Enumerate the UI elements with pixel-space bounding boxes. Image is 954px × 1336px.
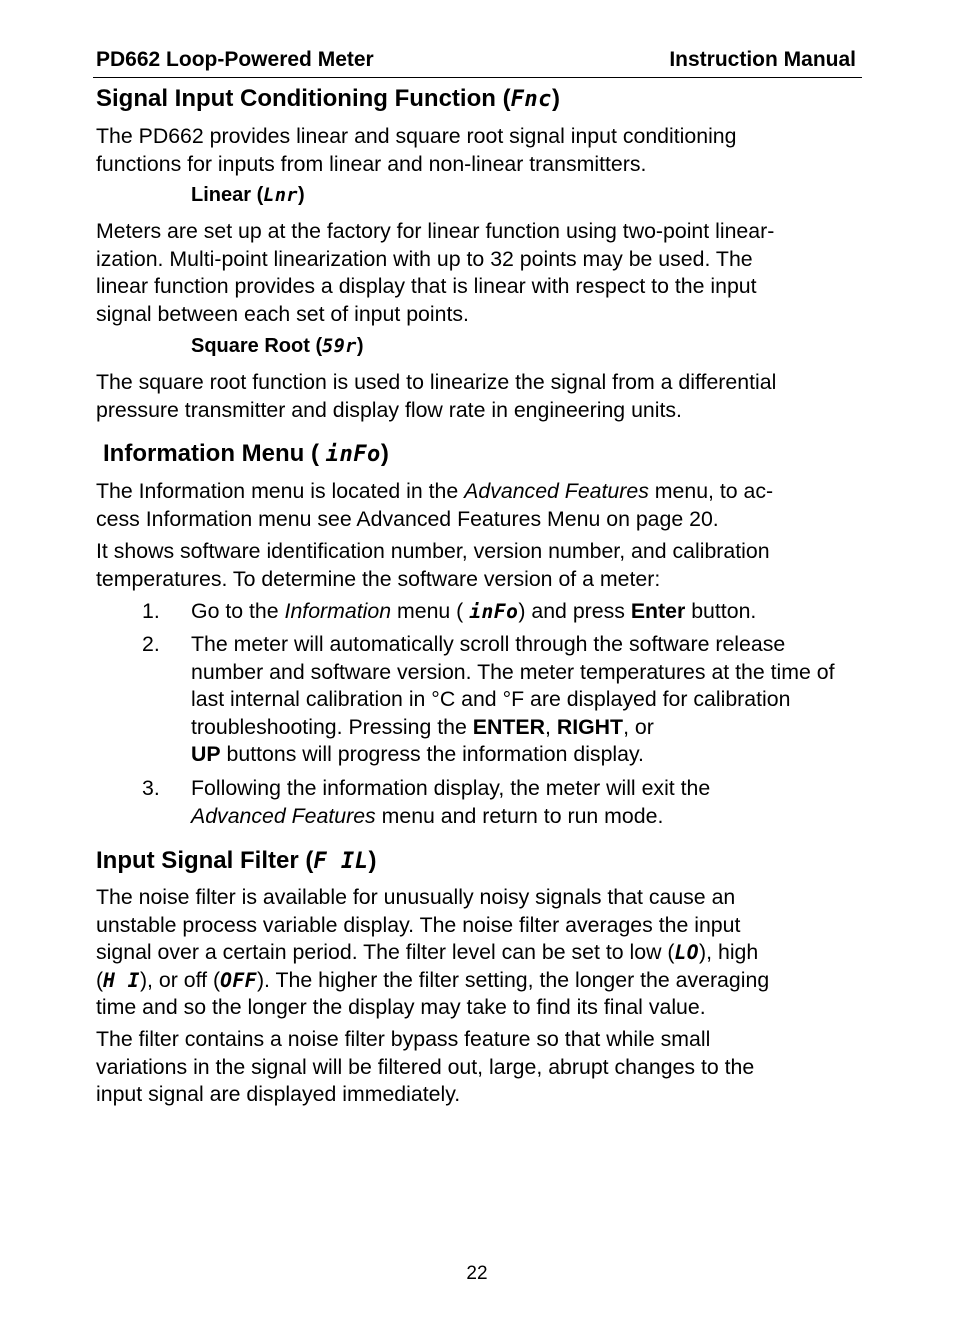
list-text bbox=[191, 631, 861, 769]
italic-advanced-features: Advanced Features bbox=[464, 479, 649, 503]
text-run: The noise filter is available for unusually noisy signals that cause an unstable process variable display. The noise filter averages the input signal over a certain period. The filter level can be set to low ( bbox=[96, 885, 741, 964]
display-code-fil: F IL bbox=[313, 849, 369, 874]
text-run: Following the information display, the meter will exit the bbox=[191, 776, 711, 800]
subheading-text: Square Root ( bbox=[191, 335, 323, 357]
header-product-title: PD662 Loop-Powered Meter bbox=[96, 48, 374, 71]
header-manual-title: Instruction Manual bbox=[669, 48, 856, 71]
italic-advanced-features: Advanced Features bbox=[191, 803, 376, 828]
subheading-text: Linear ( bbox=[191, 184, 264, 206]
paragraph-info-contents: It shows software identification number, version number, and calibration temperatures. To determine the software version of a meter: bbox=[96, 539, 770, 591]
subheading-square-root bbox=[191, 335, 364, 358]
text-run: ) and press bbox=[518, 599, 631, 623]
text-run: ), or off ( bbox=[139, 967, 221, 992]
paragraph-filter-levels bbox=[96, 884, 866, 1022]
display-code-info: inFo bbox=[469, 600, 519, 623]
page-number: 22 bbox=[466, 1263, 488, 1284]
display-code-info: inFo bbox=[325, 442, 381, 467]
list-number: 1. bbox=[142, 599, 160, 623]
heading-text: Signal Input Conditioning Function ( bbox=[96, 85, 511, 112]
subheading-linear bbox=[191, 184, 305, 207]
text-run: The Information menu is located in the bbox=[96, 479, 465, 503]
text-run: menu and return to run mode. bbox=[375, 803, 664, 828]
header-rule bbox=[93, 77, 862, 78]
list-text bbox=[191, 775, 861, 830]
text-run: ), high ( bbox=[96, 940, 759, 992]
section-heading-input-filter bbox=[96, 847, 377, 875]
section-heading-signal-input bbox=[96, 85, 560, 113]
display-code-lnr: Lnr bbox=[263, 185, 298, 206]
paragraph-info-location bbox=[96, 478, 866, 533]
text-run: , or bbox=[623, 714, 654, 739]
subheading-close: ) bbox=[356, 335, 364, 357]
bold-enter: ENTER bbox=[472, 714, 545, 739]
paragraph-filter-bypass: The filter contains a noise filter bypass feature so that while small variations in the signal will be filtered out, large, abrupt changes to the input signal are displayed immediately. bbox=[96, 1027, 755, 1106]
heading-close: ) bbox=[380, 440, 389, 467]
section-heading-information-menu bbox=[103, 440, 389, 468]
page-header bbox=[96, 46, 856, 74]
display-code-sqr: 59r bbox=[322, 336, 357, 357]
bold-right: RIGHT bbox=[556, 714, 624, 739]
display-code-fnc: Fnc bbox=[510, 87, 552, 112]
bold-enter: Enter bbox=[630, 599, 686, 623]
text-run: buttons will progress the information display. bbox=[220, 742, 644, 766]
list-number: 3. bbox=[142, 776, 160, 800]
list-number: 2. bbox=[142, 632, 160, 656]
display-code-off: OFF bbox=[220, 968, 257, 992]
heading-close: ) bbox=[368, 847, 377, 874]
italic-information: Information bbox=[284, 599, 392, 623]
heading-text: Information Menu ( bbox=[103, 440, 326, 467]
display-code-lo: LO bbox=[674, 941, 700, 964]
heading-text: Input Signal Filter ( bbox=[96, 847, 314, 874]
display-code-hi: H I bbox=[103, 968, 140, 992]
paragraph-linear: Meters are set up at the factory for linear function using two-point linear- ization. Multi-point linearization with up to 32 points may be used. The linear function provides a display that is linear with respect to the input signal between each set of input points. bbox=[96, 219, 775, 326]
text-run: menu, to ac- cess Information menu see Advanced Features Menu on page 20. bbox=[96, 479, 774, 531]
subheading-close: ) bbox=[297, 184, 305, 206]
text-run: button. bbox=[685, 599, 757, 623]
text-run: Go to the bbox=[191, 599, 285, 623]
paragraph-signal-intro: The PD662 provides linear and square root signal input conditioning functions for inputs from linear and non-linear transmitters. bbox=[96, 124, 737, 176]
heading-close: ) bbox=[551, 85, 560, 112]
text-run: menu ( bbox=[391, 599, 470, 623]
bold-up: UP bbox=[191, 742, 221, 766]
text-run: , bbox=[544, 714, 557, 739]
list-text bbox=[191, 598, 861, 626]
text-run: ). The higher the filter setting, the longer the averaging time and so the longer the display may take to find its final value. bbox=[96, 967, 770, 1019]
text-run: The meter will automatically scroll through the software release number and software version. The meter temperatures at the time of last internal calibration in °C and °F are displayed for calibration troubleshooting. Pressing the bbox=[191, 632, 835, 739]
paragraph-square-root: The square root function is used to linearize the signal from a differential pressure transmitter and display flow rate in engineering units. bbox=[96, 370, 777, 422]
